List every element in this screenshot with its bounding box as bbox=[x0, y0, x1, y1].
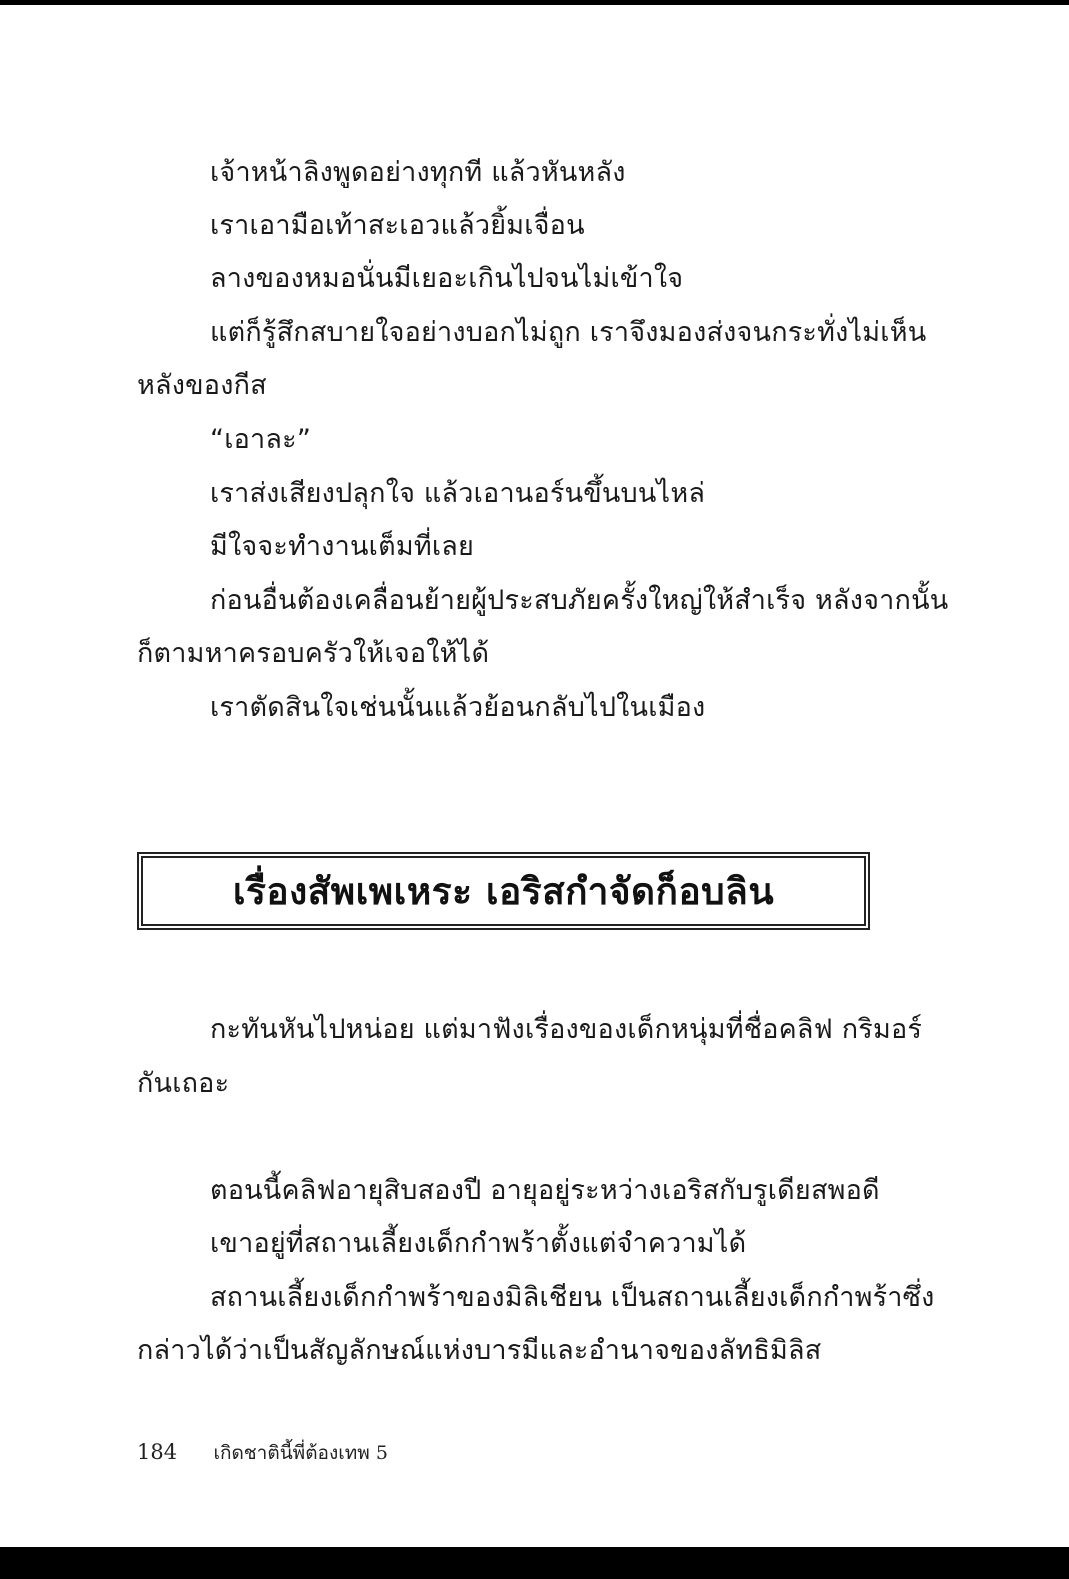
running-book-title: เกิดชาตินี้พี่ต้องเทพ 5 bbox=[213, 1442, 388, 1464]
book-page bbox=[0, 5, 1069, 1547]
chapter-title: เรื่องสัพเพเหระ เอริสกำจัดก็อบลิน bbox=[232, 869, 775, 913]
paragraph-line: เราส่งเสียงปลุกใจ แล้วเอานอร์นขึ้นบนไหล่ bbox=[210, 478, 706, 509]
paragraph-line: เราเอามือเท้าสะเอวแล้วยิ้มเจื่อน bbox=[210, 210, 585, 241]
paragraph-line: เราตัดสินใจเช่นนั้นแล้วย้อนกลับไปในเมือง bbox=[210, 692, 706, 723]
paragraph-line: สถานเลี้ยงเด็กกำพร้าของมิลิเชียน เป็นสถานเลี้ยงเด็กกำพร้าซึ่ง bbox=[210, 1282, 935, 1313]
paragraph-line: กล่าวได้ว่าเป็นสัญลักษณ์แห่งบารมีและอำนาจของลัทธิมิลิส bbox=[137, 1335, 822, 1366]
paragraph-line: กันเถอะ bbox=[137, 1068, 230, 1099]
paragraph-line: หลังของกีส bbox=[137, 370, 267, 401]
page-footer bbox=[137, 1438, 388, 1468]
paragraph-line: มีใจจะทำงานเต็มที่เลย bbox=[210, 531, 475, 562]
paragraph-line: ลางของหมอนั่นมีเยอะเกินไปจนไม่เข้าใจ bbox=[210, 263, 684, 294]
paragraph-line: ก่อนอื่นต้องเคลื่อนย้ายผู้ประสบภัยครั้งใหญ่ให้สำเร็จ หลังจากนั้น bbox=[210, 585, 949, 616]
paragraph-line: กะทันหันไปหน่อย แต่มาฟังเรื่องของเด็กหนุ่มที่ชื่อคลิฟ กริมอร์ bbox=[210, 1014, 923, 1045]
paragraph-line: เขาอยู่ที่สถานเลี้ยงเด็กกำพร้าตั้งแต่จำความได้ bbox=[210, 1228, 747, 1259]
paragraph-line: เจ้าหน้าลิงพูดอย่างทุกที แล้วหันหลัง bbox=[210, 157, 626, 188]
page-number: 184 bbox=[137, 1440, 178, 1464]
paragraph-line: ตอนนี้คลิฟอายุสิบสองปี อายุอยู่ระหว่างเอริสกับรูเดียสพอดี bbox=[210, 1175, 880, 1206]
paragraph-line: “เอาละ” bbox=[210, 424, 312, 455]
bottom-black-border bbox=[0, 1547, 1069, 1579]
chapter-title-box bbox=[137, 852, 870, 930]
paragraph-line: แต่ก็รู้สึกสบายใจอย่างบอกไม่ถูก เราจึงมองส่งจนกระทั่งไม่เห็น bbox=[210, 317, 927, 348]
paragraph-line: ก็ตามหาครอบครัวให้เจอให้ได้ bbox=[137, 638, 490, 669]
